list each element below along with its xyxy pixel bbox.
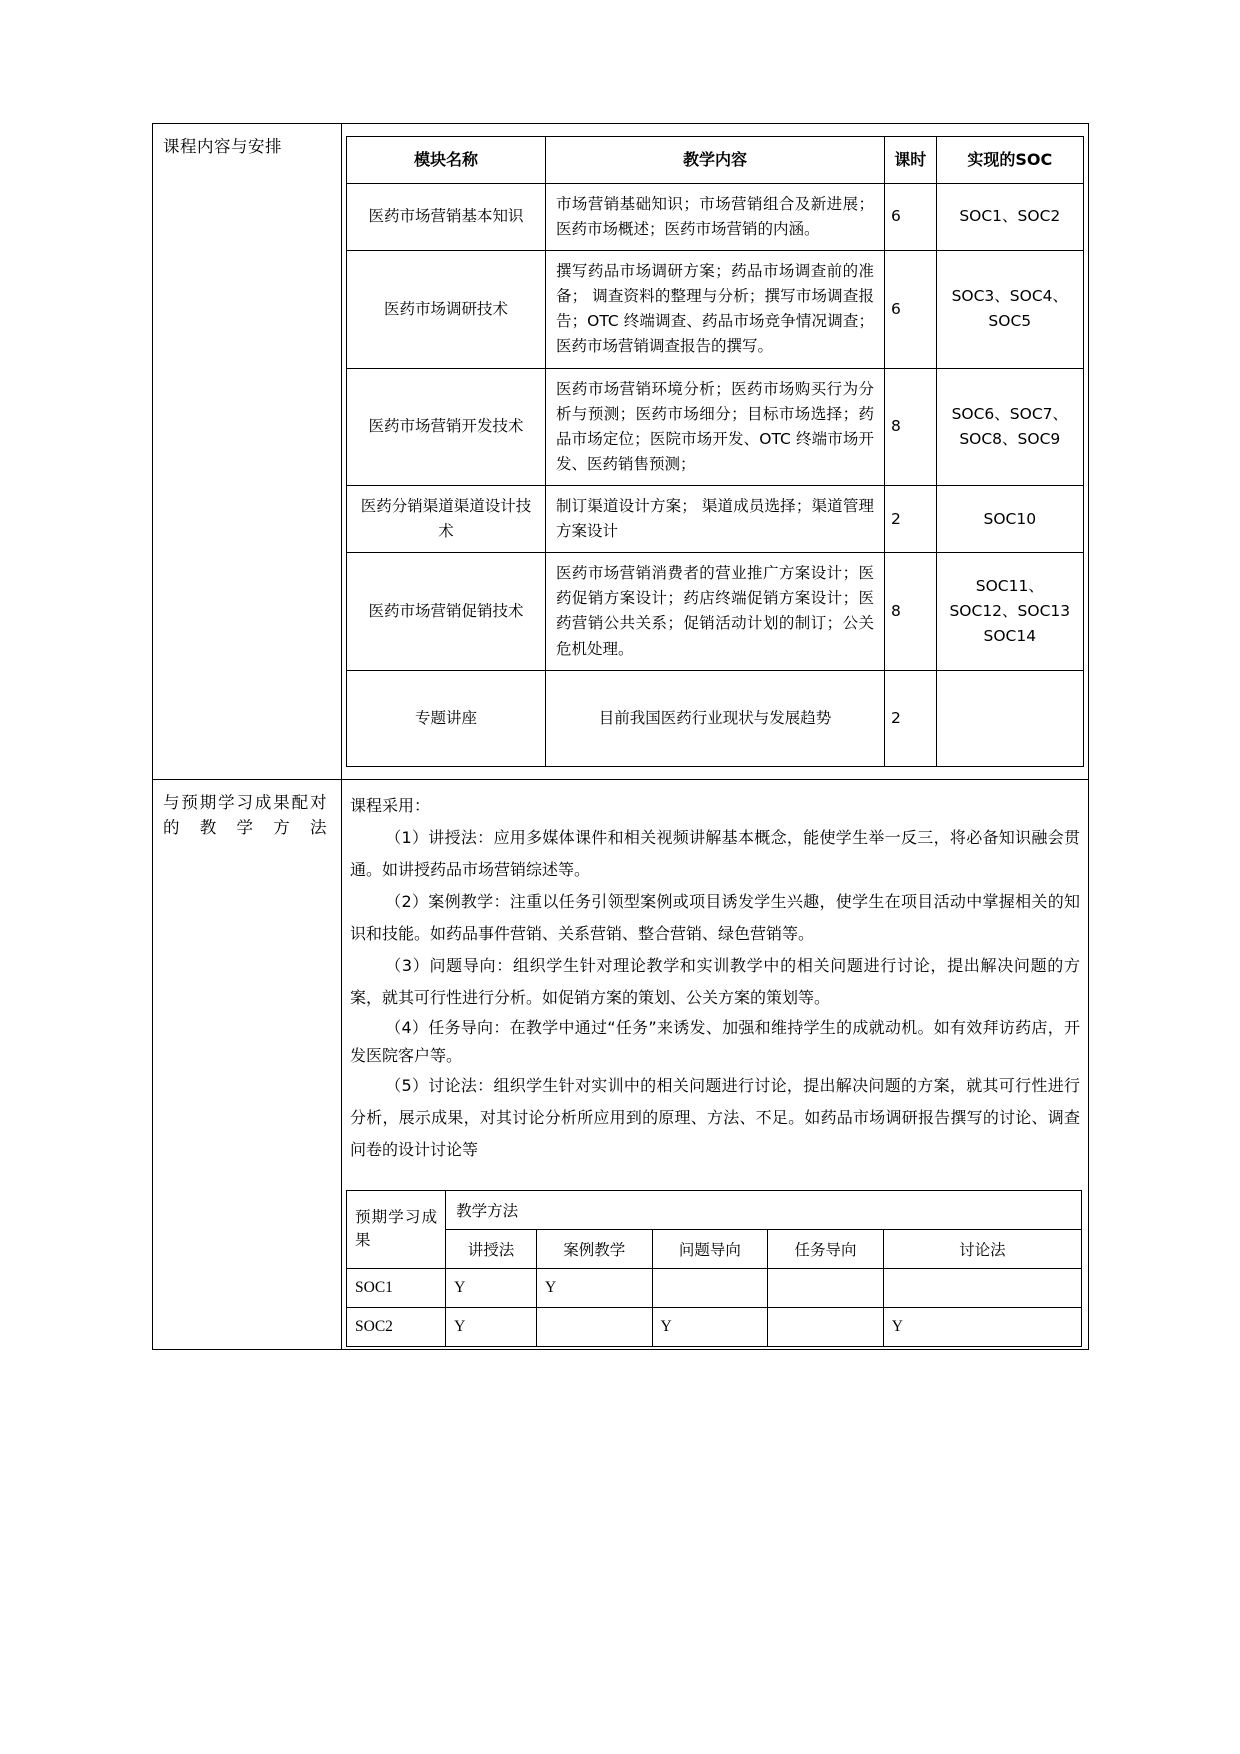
module-hours: 8 [885,553,937,670]
teaching-methods-cell [342,779,1089,1349]
matrix-cell: Y [652,1307,768,1346]
matrix-method-case: 案例教学 [536,1229,652,1268]
module-hours: 2 [885,670,937,766]
matrix-cell [536,1307,652,1346]
table-row [347,1307,1082,1346]
matrix-cell: Y [446,1268,537,1307]
method-item-5: （5）讨论法：组织学生针对实训中的相关问题进行讨论，提出解决问题的方案，就其可行性进行分析，展示成果，对其讨论分析所应用到的原理、方法、不足。如药品市场调研报告撰写的讨论、调查问卷的设计讨论等 [350,1075,1080,1159]
module-name: 医药市场营销基本知识 [347,183,546,250]
matrix-cell [652,1268,768,1307]
matrix-method-problem: 问题导向 [652,1229,768,1268]
row-label-teaching-methods: 与预期学习成果配对的教学方法 [153,779,342,1349]
matrix-header-row-1 [347,1190,1082,1229]
module-content: 市场营销基础知识；市场营销组合及新进展；医药市场概述；医药市场营销的内涵。 [545,183,884,250]
document-body [152,123,1089,1350]
soc-method-matrix [346,1190,1082,1347]
module-name: 医药市场调研技术 [347,251,546,368]
method-item-2: （2）案例教学：注重以任务引领型案例或项目诱发学生兴趣，使学生在项目活动中掌握相关的知识和技能。如药品事件营销、关系营销、整合营销、绿色营销等。 [350,891,1080,943]
module-name: 医药市场营销促销技术 [347,553,546,670]
course-content-row [153,124,1089,780]
teaching-methods-row [153,779,1089,1349]
module-name: 医药分销渠道渠道设计技术 [347,486,546,553]
module-hours: 6 [885,251,937,368]
module-content: 医药市场营销环境分析；医药市场购买行为分析与预测；医药市场细分；目标市场选择；药品市场定位；医院市场开发、OTC 终端市场开发、医药销售预测； [545,368,884,485]
matrix-cell [883,1268,1081,1307]
table-row [347,368,1084,485]
module-name: 医药市场营销开发技术 [347,368,546,485]
matrix-header-row-2 [347,1229,1082,1268]
methods-text-block [342,780,1088,1176]
method-item-3: （3）问题导向：组织学生针对理论教学和实训教学中的相关问题进行讨论，提出解决问题的方案，就其可行性进行分析。如促销方案的策划、公关方案的策划等。 [350,955,1080,1007]
module-content: 撰写药品市场调研方案；药品市场调查前的准备； 调查资料的整理与分析；撰写市场调查报告；OTC 终端调查、药品市场竞争情况调查；医药市场营销调查报告的撰写。 [545,251,884,368]
matrix-row-code: SOC1 [347,1268,446,1307]
module-soc: SOC10 [936,486,1083,553]
module-table [346,136,1084,767]
module-content: 制订渠道设计方案； 渠道成员选择；渠道管理方案设计 [545,486,884,553]
module-hours: 8 [885,368,937,485]
table-row [347,553,1084,670]
matrix-method-discussion: 讨论法 [883,1229,1081,1268]
header-achieved-soc: 实现的SOC [936,137,1083,184]
module-name: 专题讲座 [347,670,546,766]
matrix-cell: Y [536,1268,652,1307]
matrix-cell [768,1268,884,1307]
course-content-cell [342,124,1089,780]
matrix-corner-label: 预期学习成果 [347,1190,446,1268]
table-row [347,251,1084,368]
table-row [347,486,1084,553]
row-label-course-content: 课程内容与安排 [153,124,342,780]
matrix-cell [768,1307,884,1346]
header-teaching-content: 教学内容 [545,137,884,184]
methods-intro: 课程采用： [350,795,431,815]
table-row [347,1268,1082,1307]
module-soc [936,670,1083,766]
matrix-method-lecture: 讲授法 [446,1229,537,1268]
table-row [347,183,1084,250]
module-soc: SOC3、SOC4、SOC5 [936,251,1083,368]
module-hours: 2 [885,486,937,553]
method-item-4: （4）任务导向：在教学中通过“任务”来诱发、加强和维持学生的成就动机。如有效拜访药店，开发医院客户等。 [350,1017,1080,1065]
table-row [347,670,1084,766]
matrix-method-header: 教学方法 [446,1190,1082,1229]
module-content: 目前我国医药行业现状与发展趋势 [545,670,884,766]
header-class-hours: 课时 [885,137,937,184]
module-soc: SOC1、SOC2 [936,183,1083,250]
module-soc: SOC11、SOC12、SOC13 SOC14 [936,553,1083,670]
module-table-header-row [347,137,1084,184]
matrix-cell: Y [883,1307,1081,1346]
method-item-1: （1）讲授法：应用多媒体课件和相关视频讲解基本概念，能使学生举一反三，将必备知识融会贯通。如讲授药品市场营销综述等。 [350,827,1080,879]
matrix-row-code: SOC2 [347,1307,446,1346]
module-content: 医药市场营销消费者的营业推广方案设计；医药促销方案设计；药店终端促销方案设计；医药营销公共关系；促销活动计划的制订；公关危机处理。 [545,553,884,670]
course-outline-table [152,123,1089,1350]
module-soc: SOC6、SOC7、SOC8、SOC9 [936,368,1083,485]
module-hours: 6 [885,183,937,250]
matrix-cell: Y [446,1307,537,1346]
header-module-name: 模块名称 [347,137,546,184]
matrix-method-task: 任务导向 [768,1229,884,1268]
